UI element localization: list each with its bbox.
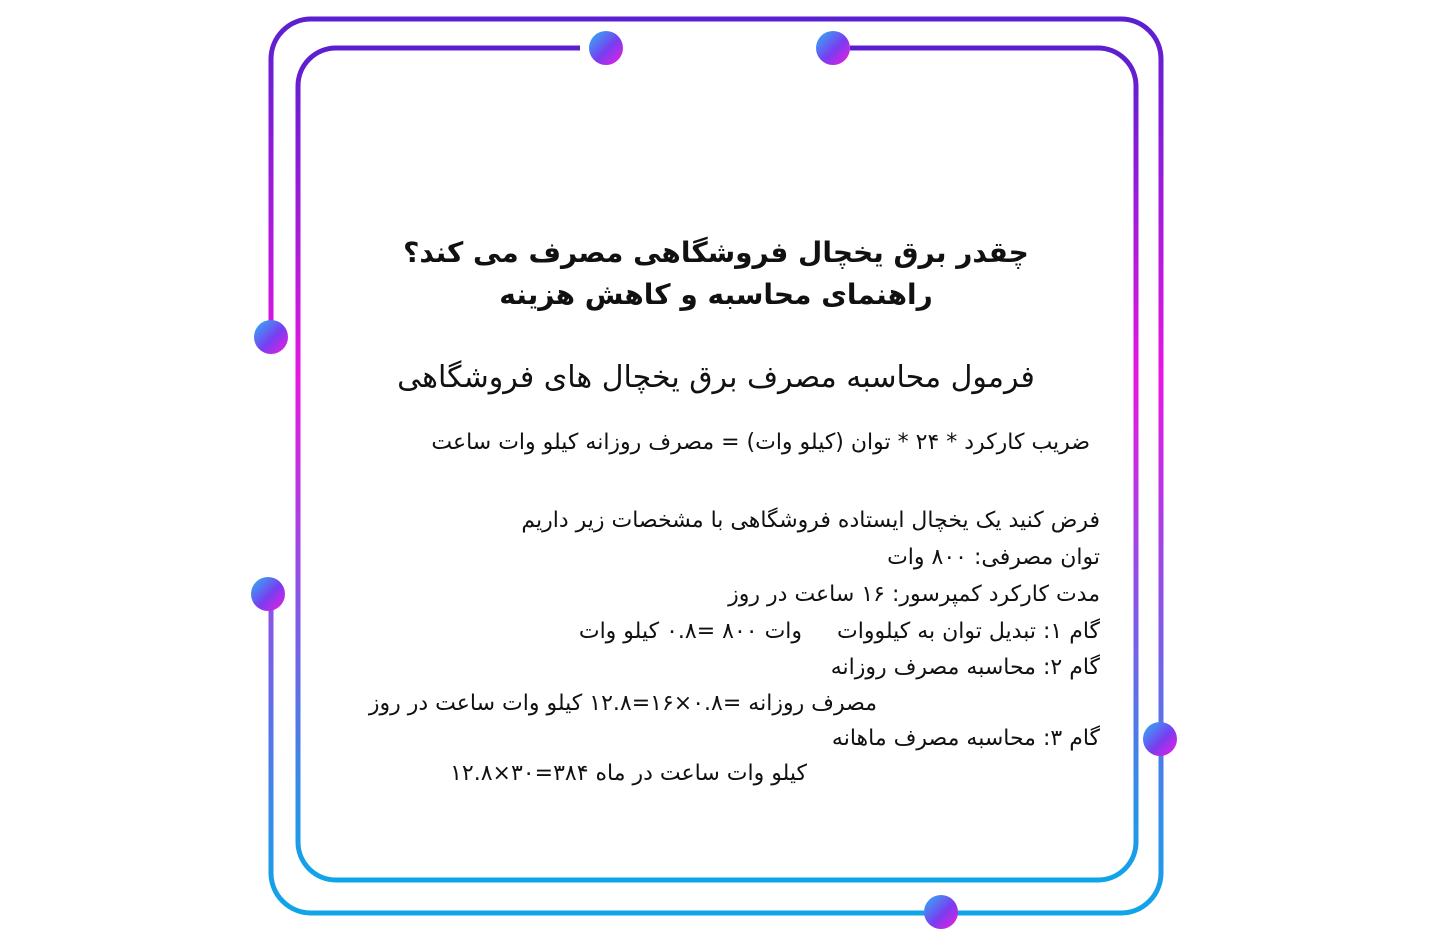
example-power: توان مصرفی: ۸۰۰ وات <box>887 545 1100 570</box>
example-intro: فرض کنید یک یخچال ایستاده فروشگاهی با مشخصات زیر داریم <box>521 508 1100 533</box>
dot-right <box>1143 722 1177 756</box>
page-title <box>300 232 1132 316</box>
example-duration: مدت کارکرد کمپرسور: ۱۶ ساعت در روز <box>728 582 1100 607</box>
example-daily-result: مصرف روزانه =۰.۸×۱۶=۱۲.۸ کیلو وات ساعت در روز <box>368 691 877 716</box>
formula-text: ضریب کارکرد * ۲۴ * توان (کیلو وات) = مصرف روزانه کیلو وات ساعت <box>431 430 1090 455</box>
title-line-1: چقدر برق یخچال فروشگاهی مصرف می کند؟ <box>403 236 1029 269</box>
dot-left-upper <box>254 320 288 354</box>
dot-bottom <box>924 895 958 929</box>
content-area <box>300 50 1132 880</box>
example-step-1: گام ۱: تبدیل توان به کیلووات وات ۸۰۰ =۰.۸ کیلو وات <box>578 619 1100 644</box>
formula-heading: فرمول محاسبه مصرف برق یخچال های فروشگاهی <box>397 360 1035 395</box>
example-step-2: گام ۲: محاسبه مصرف روزانه <box>830 655 1100 680</box>
dot-left-lower <box>251 577 285 611</box>
example-monthly-result: کیلو وات ساعت در ماه ۳۸۴=۳۰×۱۲.۸ <box>450 761 807 786</box>
example-step-3: گام ۳: محاسبه مصرف ماهانه <box>831 726 1100 751</box>
title-line-2: راهنمای محاسبه و کاهش هزینه <box>499 278 933 311</box>
